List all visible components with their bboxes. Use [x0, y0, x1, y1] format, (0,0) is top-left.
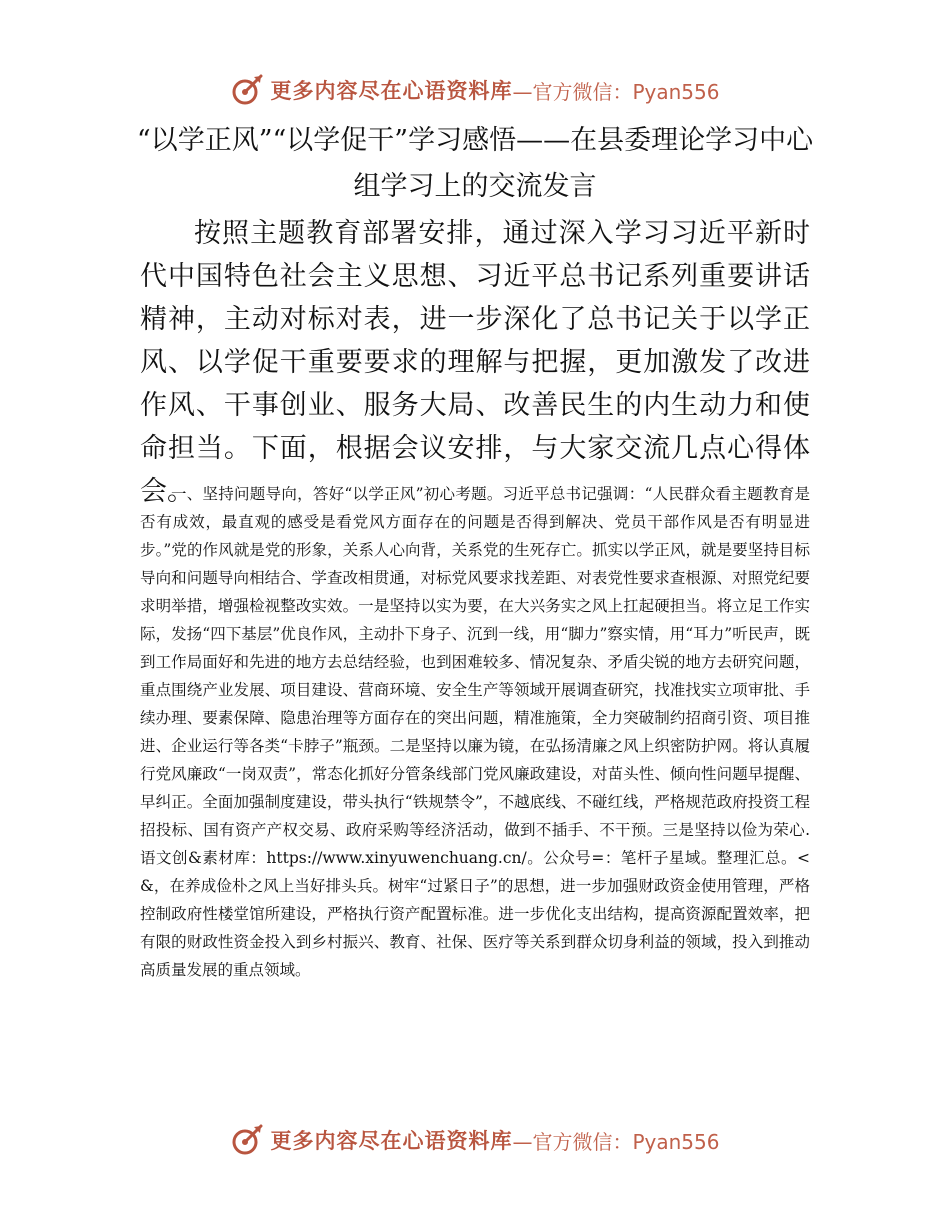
document-title: “以学正风”“以学促干”学习感悟——在县委理论学习中心组学习上的交流发言	[136, 125, 814, 202]
intro-paragraph: 按照主题教育部署安排，通过深入学习习近平新时代中国特色社会主义思想、习近平总书记系列重要讲话精神，主动对标对表，进一步深化了总书记关于以学正风、以学促干重要要求的理解与把握，更加激发了改进作风、干事创业、服务大局、改善民生的内生动力和使命担当。下面，根据会议安排，与大家交流几点心得体会。	[140, 218, 810, 507]
watermark-text: 更多内容尽在心语资料库	[270, 1128, 513, 1153]
watermark-wechat-handle: —官方微信：Pyan556	[512, 1129, 720, 1154]
watermark-header	[0, 70, 950, 110]
section-1-paragraph: 一、坚持问题导向，答好“以学正风”初心考题。习近平总书记强调：“人民群众看主题教育是否有成效，最直观的感受是看党风方面存在的问题是否得到解决、党员干部作风是否有明显进步。”党的作风就是党的形象，关系人心向背，关系党的生死存亡。抓实以学正风，就是要坚持目标导向和问题导向相结合、学查改相贯通，对标党风要求找差距、对表党性要求查根源、对照党纪要求明举措，增强检视整改实效。一是坚持以实为要，在大兴务实之风上扛起硬担当。将立足工作实际，发扬“四下基层”优良作风，主动扑下身子、沉到一线，用“脚力”察实情，用“耳力”听民声，既到工作局面好和先进的地方去总结经验，也到困难较多、情况复杂、矛盾尖锐的地方去研究问题，重点围绕产业发展、项目建设、营商环境、安全生产等领域开展调查研究，找准找实立项审批、手续办理、要素保障、隐患治理等方面存在的突出问题，精准施策，全力突破制约招商引资、项目推进、企业运行等各类“卡脖子”瓶颈。二是坚持以廉为镜，在弘扬清廉之风上织密防护网。将认真履行党风廉政“一岗双责”，常态化抓好分管条线部门党风廉政建设，对苗头性、倾向性问题早提醒、早纠正。全面加强制度建设，带头执行“铁规禁令”，不越底线、不碰红线，严格规范政府投资工程招投标、国有资产产权交易、政府采购等经济活动，做到不插手、不干预。三是坚持以俭为荣心.语文创&素材库：https://www.xinyuwenchuang.cn/。公众号=：笔杆子星域。整理汇总。<&，在养成俭朴之风上当好排头兵。树牢“过紧日子”的思想，进一步加强财政资金使用管理，严格控制政府性楼堂馆所建设，严格执行资产配置标准。进一步优化支出结构，提高资源配置效率，把有限的财政性资金投入到乡村振兴、教育、社保、医疗等关系到群众切身利益的领域，投入到推动高质量发展的重点领域。	[140, 485, 810, 979]
watermark-text: 更多内容尽在心语资料库	[270, 78, 513, 103]
watermark-wechat-handle: —官方微信：Pyan556	[512, 79, 720, 104]
watermark-footer	[0, 1120, 950, 1160]
quill-logo-icon	[230, 1123, 264, 1157]
quill-logo-icon	[230, 73, 264, 107]
